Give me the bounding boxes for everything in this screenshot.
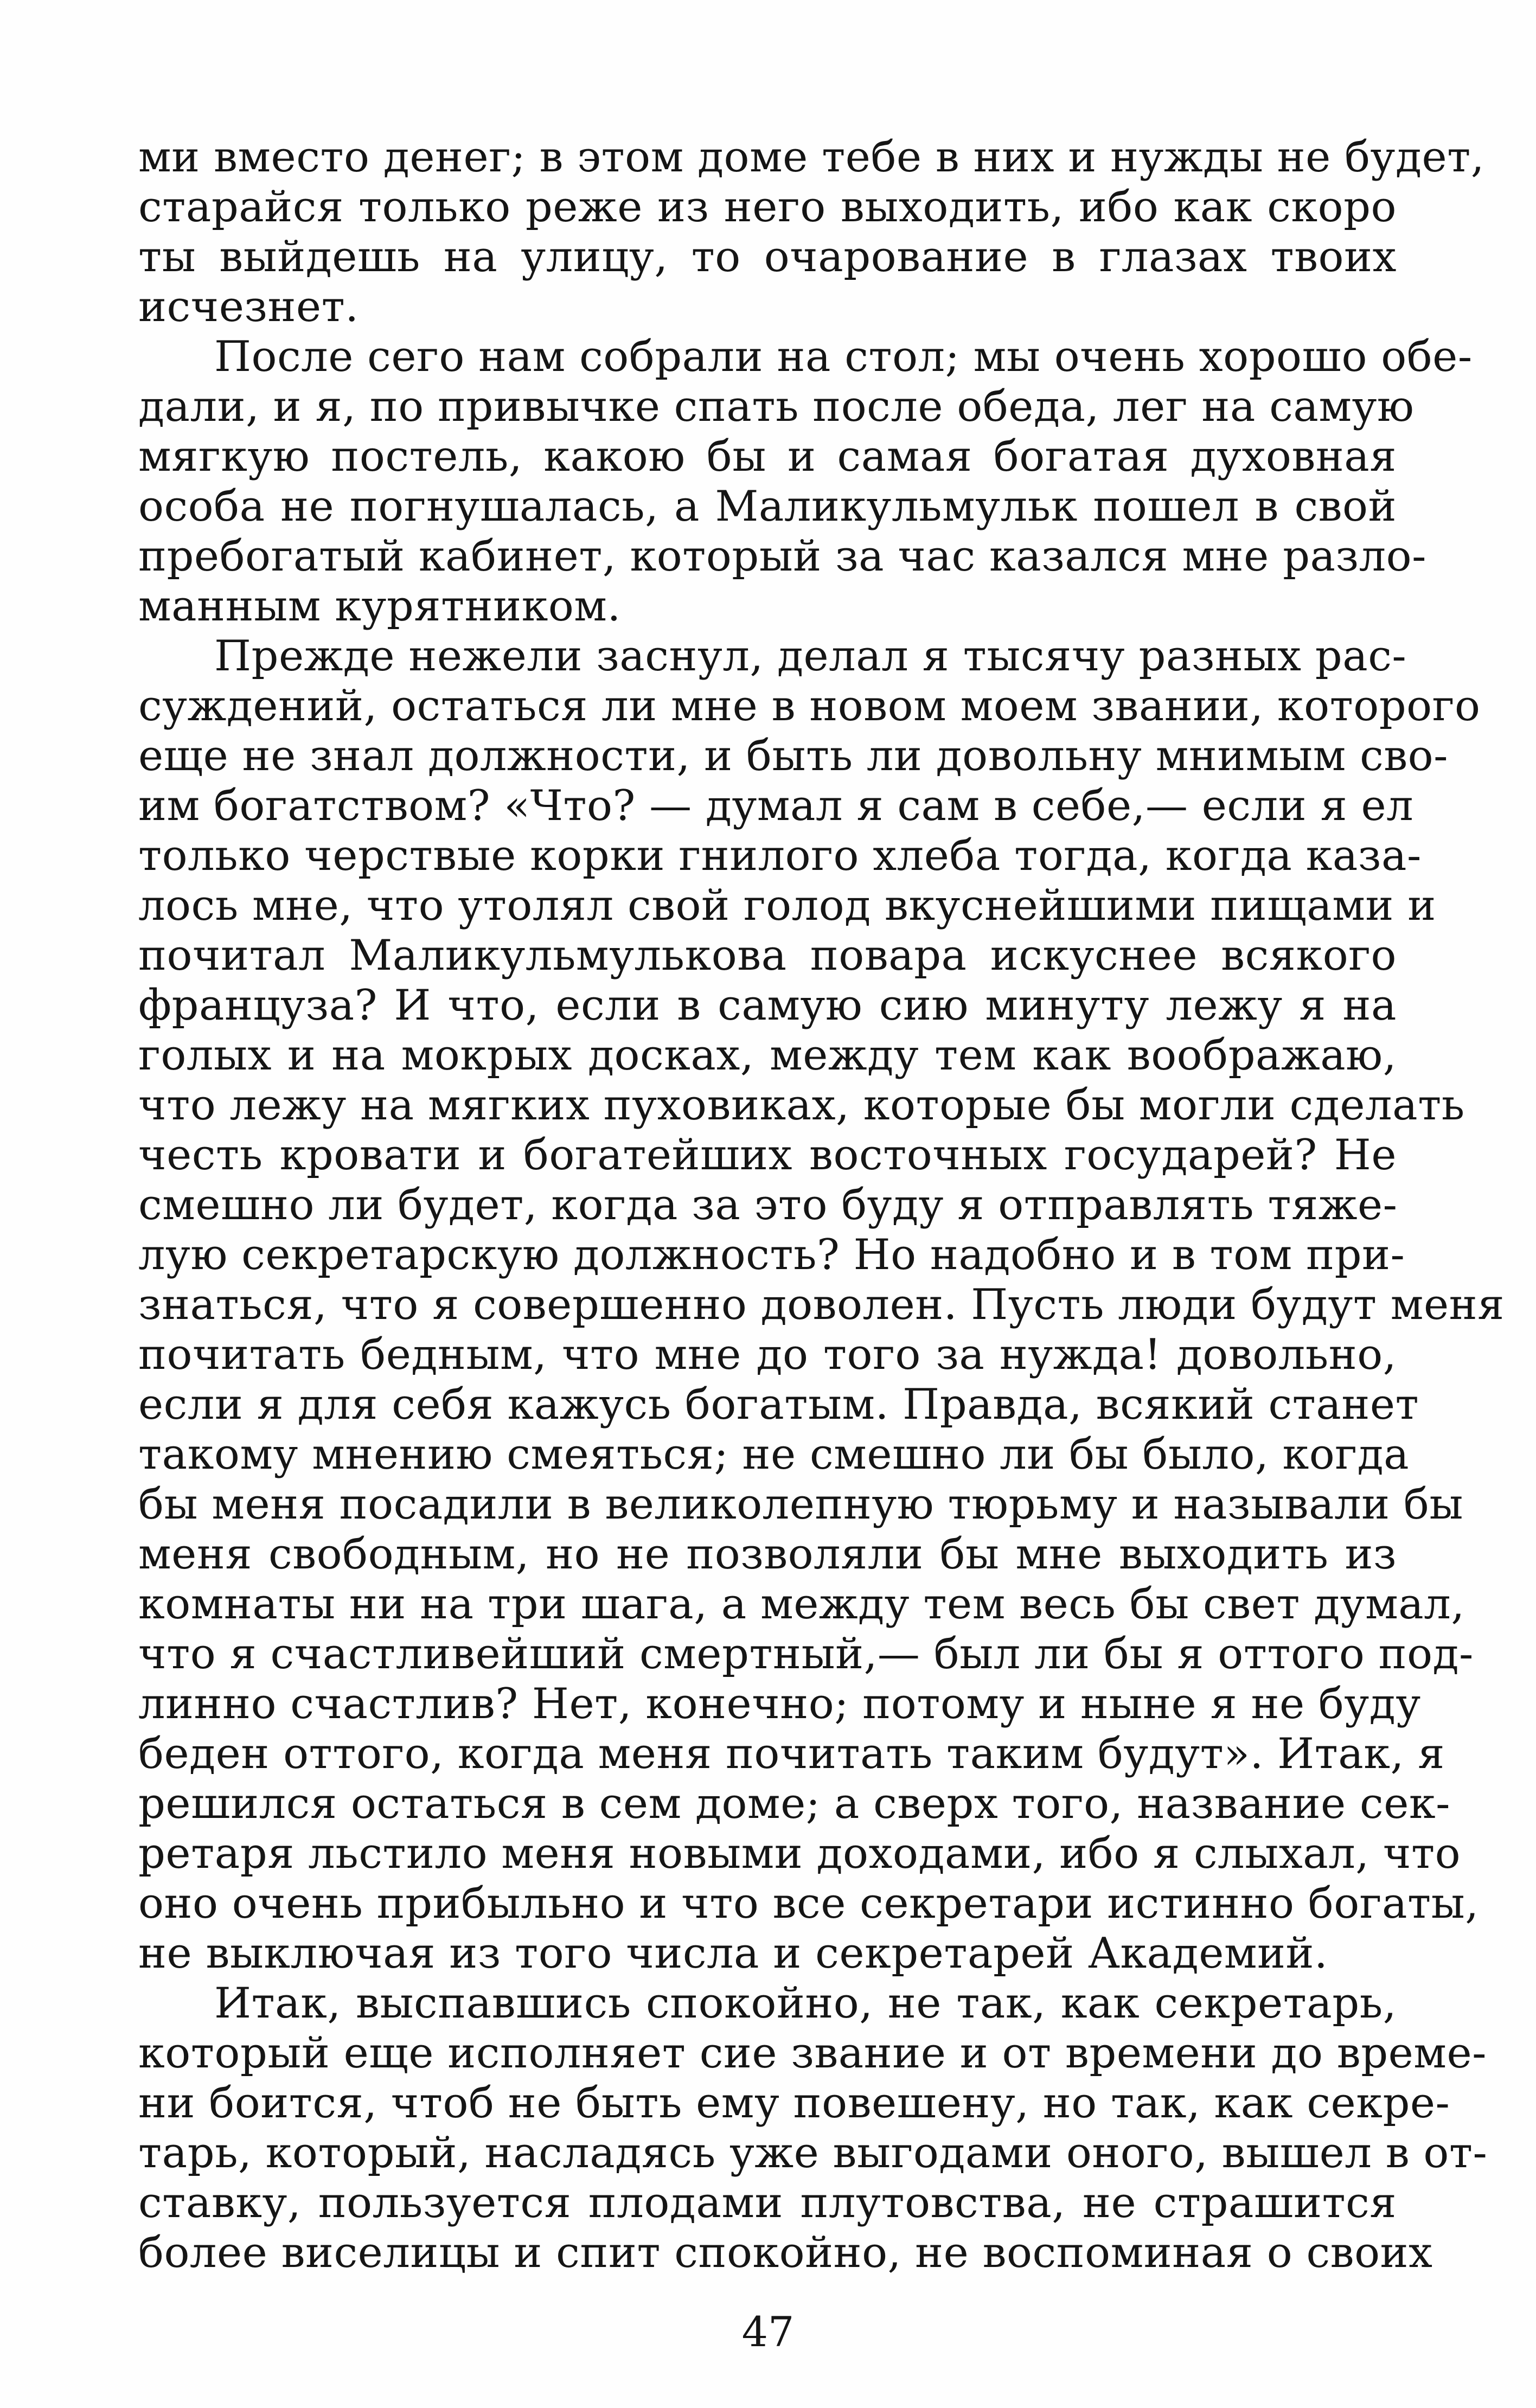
text-line: манным курятником. [138,582,621,631]
text-line: голых и на мокрых досках, между тем как воображаю, [138,1031,1397,1080]
text-line: знаться, что я совершенно доволен. Пусть люди будут меня [138,1280,1505,1329]
text-line: комнаты ни на три шага, а между тем весь бы свет думал, [138,1580,1465,1629]
text-line: ни боится, чтоб не быть ему повешену, но так, как секре- [138,2079,1450,2128]
paragraph-first-line: Итак, выспавшись спокойно, не так, как секретарь, [214,1979,1397,2028]
page-number: 47 [741,2308,795,2356]
text-line: почитать бедным, что мне до того за нужда! довольно, [138,1330,1397,1379]
text-line: лось мне, что утолял свой голод вкуснейшими пищами и [138,881,1436,930]
text-line: особа не погнушалась, а Маликульмульк пошел в свой [138,482,1397,531]
text-line: дали, и я, по привычке спать после обеда, лег на самую [138,382,1415,431]
text-line: что лежу на мягких пуховиках, которые бы могли сделать [138,1081,1465,1130]
text-line: ты выйдешь на улицу, то очарование в глазах твоих [138,233,1397,281]
text-line: не выключая из того числа и секретарей Академий. [138,1929,1328,1978]
text-line: беден оттого, когда меня почитать таким будут». Итак, я [138,1730,1445,1778]
text-line: ставку, пользуется плодами плутовства, не страшится [138,2179,1397,2227]
text-line: который еще исполняет сие звание и от времени до време- [138,2029,1487,2078]
text-line: тарь, который, насладясь уже выгодами оного, вышел в от- [138,2129,1488,2178]
text-line: меня свободным, но не позволяли бы мне выходить из [138,1530,1397,1579]
text-line: только черствые корки гнилого хлеба тогда, когда каза- [138,831,1422,880]
paragraph-first-line: Прежде нежели заснул, делал я тысячу разных рас- [214,632,1407,681]
text-line: решился остаться в сем доме; а сверх того, название сек- [138,1779,1450,1828]
text-line: француза? И что, если в самую сию минуту лежу я на [138,981,1397,1030]
text-line: если я для себя кажусь богатым. Правда, всякий станет [138,1380,1419,1429]
text-line: честь кровати и богатейших восточных государей? Не [138,1131,1397,1180]
text-line: лую секретарскую должность? Но надобно и в том при- [138,1231,1405,1279]
text-line: пребогатый кабинет, который за час казался мне разло- [138,532,1426,581]
text-line: им богатством? «Что? — думал я сам в себе,— если я ел [138,782,1414,830]
text-line: суждений, остаться ли мне в новом моем звании, которого [138,682,1481,731]
text-line: ми вместо денег; в этом доме тебе в них и нужды не будет, [138,133,1485,182]
text-line: ретаря льстило меня новыми доходами, ибо я слыхал, что [138,1829,1461,1878]
text-line: линно счастлив? Нет, конечно; потому и ныне я не буду [138,1680,1421,1728]
text-line: старайся только реже из него выходить, ибо как скоро [138,183,1397,232]
text-line: еще не знал должности, и быть ли довольну мнимым сво- [138,732,1448,780]
text-line: такому мнению смеяться; не смешно ли бы было, когда [138,1430,1410,1479]
text-line: исчезнет. [138,283,359,331]
text-line: более виселицы и спит спокойно, не воспоминая о своих [138,2228,1433,2277]
paragraph-first-line: После сего нам собрали на стол; мы очень хорошо обе- [214,332,1473,381]
text-line: оно очень прибыльно и что все секретари истинно богаты, [138,1879,1479,1928]
text-line: бы меня посадили в великолепную тюрьму и называли бы [138,1480,1463,1529]
text-line: почитал Маликульмулькова повара искуснее всякого [138,931,1397,980]
text-line: мягкую постель, какою бы и самая богатая духовная [138,432,1397,481]
text-line: что я счастливейший смертный,— был ли бы я оттого под- [138,1630,1474,1679]
text-line: смешно ли будет, когда за это буду я отправлять тяже- [138,1181,1398,1229]
